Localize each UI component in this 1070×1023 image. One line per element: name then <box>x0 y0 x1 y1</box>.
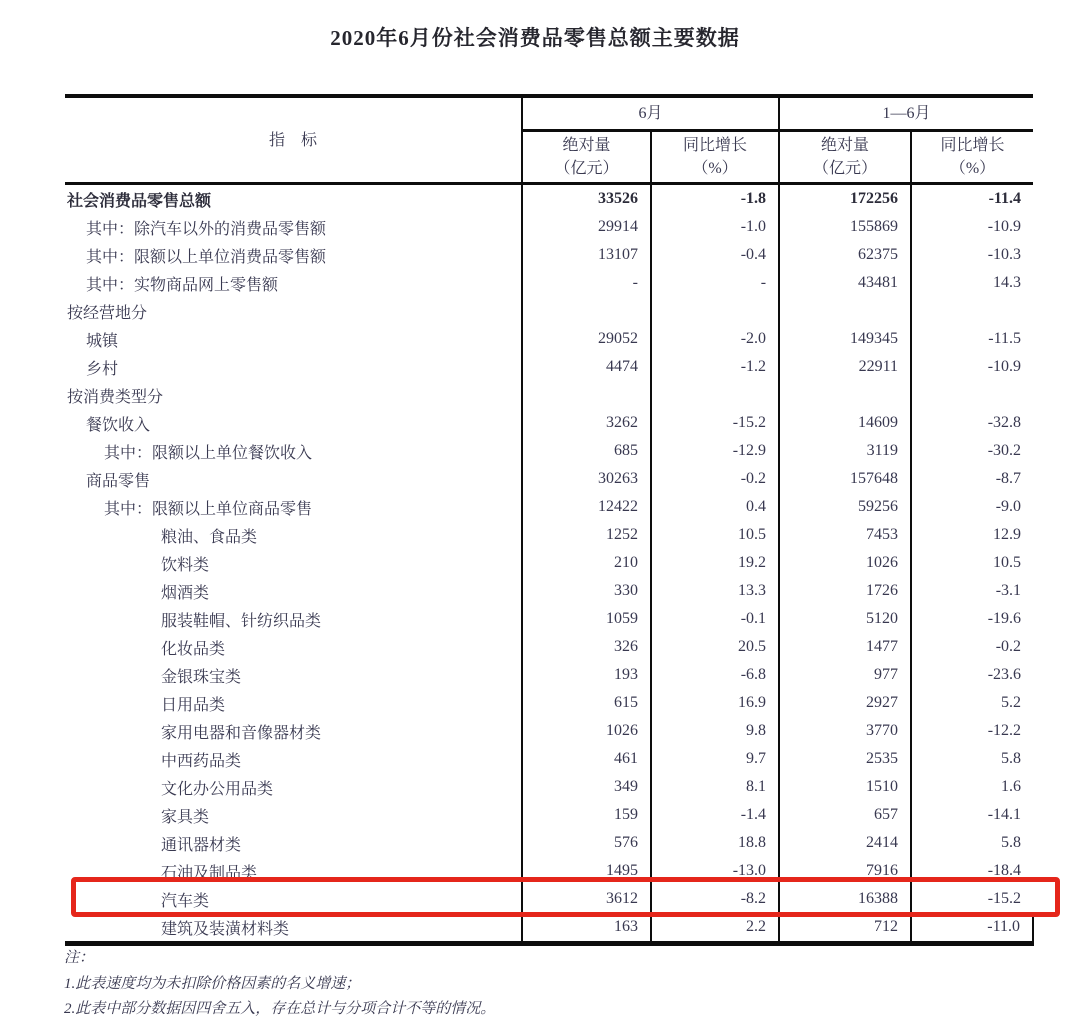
value-cell: 12422 <box>522 493 651 521</box>
row-label: 粮油、食品类 <box>161 528 258 546</box>
table-row <box>65 241 1033 269</box>
row-label: 乡村 <box>86 360 119 378</box>
value-cell: 16388 <box>779 885 911 913</box>
value-cell: -15.2 <box>651 409 779 437</box>
header-line: （%） <box>949 160 996 177</box>
table-row <box>65 493 1033 521</box>
table-row <box>65 633 1033 661</box>
value-cell: 5.8 <box>911 829 1033 857</box>
row-label: 汽车类 <box>161 892 210 910</box>
value-cell: 657 <box>779 801 911 829</box>
value-cell: 1252 <box>522 521 651 549</box>
value-cell <box>779 381 911 409</box>
value-cell: 4474 <box>522 353 651 381</box>
table-row <box>65 577 1033 605</box>
value-cell: -6.8 <box>651 661 779 689</box>
value-cell: 14.3 <box>911 269 1033 297</box>
value-cell: 3119 <box>779 437 911 465</box>
footnotes <box>64 946 495 1023</box>
value-cell: 13107 <box>522 241 651 269</box>
value-cell <box>651 297 779 325</box>
value-cell: -1.4 <box>651 801 779 829</box>
value-cell: -15.2 <box>911 885 1033 913</box>
value-cell: -32.8 <box>911 409 1033 437</box>
value-cell: 10.5 <box>911 549 1033 577</box>
value-cell: 9.7 <box>651 745 779 773</box>
value-cell: 3612 <box>522 885 651 913</box>
table-row <box>65 437 1033 465</box>
table-row <box>65 661 1033 689</box>
value-cell: 576 <box>522 829 651 857</box>
value-cell: 977 <box>779 661 911 689</box>
value-cell: 13.3 <box>651 577 779 605</box>
row-label: 其中：除汽车以外的消费品零售额 <box>86 220 327 238</box>
row-label: 通讯器材类 <box>161 836 242 854</box>
row-label: 文化办公用品类 <box>161 780 274 798</box>
value-cell: 615 <box>522 689 651 717</box>
value-cell <box>779 297 911 325</box>
row-label: 服装鞋帽、针纺织品类 <box>161 612 322 630</box>
header-line: 绝对量 <box>562 137 611 154</box>
table-row <box>65 465 1033 493</box>
table-row <box>65 605 1033 633</box>
header-line: 同比增长 <box>940 137 1005 154</box>
row-label: 家具类 <box>161 808 210 826</box>
value-cell: 349 <box>522 773 651 801</box>
value-cell: 1510 <box>779 773 911 801</box>
value-cell: -1.0 <box>651 213 779 241</box>
row-label: 其中：限额以上单位商品零售 <box>104 500 313 518</box>
row-label: 家用电器和音像器材类 <box>161 724 322 742</box>
value-cell: -11.5 <box>911 325 1033 353</box>
value-cell: -0.2 <box>651 465 779 493</box>
value-cell: 7916 <box>779 857 911 885</box>
value-cell: -30.2 <box>911 437 1033 465</box>
value-cell: 712 <box>779 913 911 944</box>
footnote-heading: 注： <box>64 950 95 966</box>
value-cell: 7453 <box>779 521 911 549</box>
value-cell: 1.6 <box>911 773 1033 801</box>
table-row <box>65 689 1033 717</box>
footnote-item: 2.此表中部分数据因四舍五入，存在总计与分项合计不等的情况。 <box>64 1001 496 1017</box>
table-row <box>65 801 1033 829</box>
value-cell: -1.2 <box>651 353 779 381</box>
value-cell: 5120 <box>779 605 911 633</box>
value-cell: -10.9 <box>911 353 1033 381</box>
value-cell: 14609 <box>779 409 911 437</box>
value-cell: -11.4 <box>911 184 1033 214</box>
value-cell: -10.3 <box>911 241 1033 269</box>
value-cell: 149345 <box>779 325 911 353</box>
value-cell: 10.5 <box>651 521 779 549</box>
value-cell: 12.9 <box>911 521 1033 549</box>
value-cell: 1026 <box>522 717 651 745</box>
value-cell: 1059 <box>522 605 651 633</box>
value-cell: -8.7 <box>911 465 1033 493</box>
row-label: 城镇 <box>86 332 119 350</box>
header-line: （%） <box>692 160 738 177</box>
value-cell: 29052 <box>522 325 651 353</box>
june-absolute-header <box>522 131 651 184</box>
value-cell: 2.2 <box>651 913 779 944</box>
value-cell: 5.8 <box>911 745 1033 773</box>
value-cell: -12.9 <box>651 437 779 465</box>
table-header <box>65 96 1033 184</box>
value-cell: -1.8 <box>651 184 779 214</box>
table-row <box>65 829 1033 857</box>
value-cell: -8.2 <box>651 885 779 913</box>
table-row <box>65 549 1033 577</box>
value-cell: 22911 <box>779 353 911 381</box>
value-cell <box>522 297 651 325</box>
row-label: 其中：实物商品网上零售额 <box>86 276 279 294</box>
value-cell: -10.9 <box>911 213 1033 241</box>
row-label: 石油及制品类 <box>161 864 258 882</box>
value-cell: 8.1 <box>651 773 779 801</box>
indicator-header-cell: 指 标 <box>65 96 522 184</box>
value-cell: 1495 <box>522 857 651 885</box>
value-cell: 19.2 <box>651 549 779 577</box>
value-cell: -3.1 <box>911 577 1033 605</box>
header-line: 同比增长 <box>683 137 748 154</box>
table-row <box>65 913 1033 944</box>
table-row <box>65 325 1033 353</box>
value-cell: -14.1 <box>911 801 1033 829</box>
value-cell: -9.0 <box>911 493 1033 521</box>
value-cell <box>911 381 1033 409</box>
row-label: 中西药品类 <box>161 752 242 770</box>
table-row <box>65 269 1033 297</box>
row-label: 建筑及装潢材料类 <box>161 920 290 938</box>
value-cell: 159 <box>522 801 651 829</box>
header-line: （亿元） <box>554 160 619 177</box>
row-label: 日用品类 <box>161 696 226 714</box>
table-row <box>65 409 1033 437</box>
table-row <box>65 184 1033 214</box>
value-cell: 20.5 <box>651 633 779 661</box>
value-cell: 1026 <box>779 549 911 577</box>
value-cell: 59256 <box>779 493 911 521</box>
data-table <box>65 94 1034 946</box>
value-cell: 9.8 <box>651 717 779 745</box>
value-cell <box>911 297 1033 325</box>
value-cell: - <box>651 269 779 297</box>
header-line: （亿元） <box>813 160 878 177</box>
table-row <box>65 745 1033 773</box>
value-cell: 2414 <box>779 829 911 857</box>
table-row <box>65 297 1033 325</box>
value-cell: 1726 <box>779 577 911 605</box>
value-cell: 326 <box>522 633 651 661</box>
value-cell: -0.1 <box>651 605 779 633</box>
value-cell: 157648 <box>779 465 911 493</box>
table-row <box>65 717 1033 745</box>
table-row-highlighted <box>65 885 1033 913</box>
table-row <box>65 381 1033 409</box>
header-group-row <box>65 96 1033 131</box>
jan-june-yoy-header <box>911 131 1033 184</box>
table-body <box>65 184 1033 944</box>
table-row <box>65 857 1033 885</box>
value-cell: 16.9 <box>651 689 779 717</box>
row-label: 化妆品类 <box>161 640 226 658</box>
value-cell: 0.4 <box>651 493 779 521</box>
value-cell: -19.6 <box>911 605 1033 633</box>
jan-june-group-header: 1—6月 <box>779 96 1033 131</box>
value-cell: -12.2 <box>911 717 1033 745</box>
value-cell: 5.2 <box>911 689 1033 717</box>
jan-june-absolute-header <box>779 131 911 184</box>
value-cell: 29914 <box>522 213 651 241</box>
row-label: 按经营地分 <box>67 304 148 322</box>
value-cell: 43481 <box>779 269 911 297</box>
page-title: 2020年6月份社会消费品零售总额主要数据 <box>330 26 740 50</box>
value-cell: -13.0 <box>651 857 779 885</box>
row-label: 社会消费品零售总额 <box>67 192 212 210</box>
header-line: 绝对量 <box>821 137 870 154</box>
value-cell: 155869 <box>779 213 911 241</box>
value-cell: 685 <box>522 437 651 465</box>
value-cell: -11.0 <box>911 913 1033 944</box>
table-row <box>65 521 1033 549</box>
row-label: 其中：限额以上单位消费品零售额 <box>86 248 327 266</box>
value-cell: -18.4 <box>911 857 1033 885</box>
table-row <box>65 353 1033 381</box>
value-cell: 30263 <box>522 465 651 493</box>
value-cell: 3770 <box>779 717 911 745</box>
row-label: 餐饮收入 <box>86 416 151 434</box>
row-label: 金银珠宝类 <box>161 668 242 686</box>
value-cell: 62375 <box>779 241 911 269</box>
value-cell: 3262 <box>522 409 651 437</box>
table-row <box>65 213 1033 241</box>
value-cell: 18.8 <box>651 829 779 857</box>
value-cell: 2927 <box>779 689 911 717</box>
value-cell: 210 <box>522 549 651 577</box>
value-cell: 172256 <box>779 184 911 214</box>
value-cell: 461 <box>522 745 651 773</box>
value-cell: 163 <box>522 913 651 944</box>
value-cell: 330 <box>522 577 651 605</box>
value-cell: 2535 <box>779 745 911 773</box>
footnote-item: 1.此表速度均为未扣除价格因素的名义增速； <box>64 975 361 992</box>
table-row <box>65 773 1033 801</box>
row-label: 烟酒类 <box>161 584 210 602</box>
value-cell: - <box>522 269 651 297</box>
row-label: 饮料类 <box>161 556 210 574</box>
value-cell: -0.4 <box>651 241 779 269</box>
value-cell <box>651 381 779 409</box>
value-cell: 33526 <box>522 184 651 214</box>
row-label: 商品零售 <box>86 472 151 490</box>
value-cell: -0.2 <box>911 633 1033 661</box>
value-cell <box>522 381 651 409</box>
row-label: 其中：限额以上单位餐饮收入 <box>104 444 313 462</box>
row-label: 按消费类型分 <box>67 388 164 406</box>
value-cell: 193 <box>522 661 651 689</box>
june-yoy-header <box>651 131 779 184</box>
value-cell: -2.0 <box>651 325 779 353</box>
value-cell: 1477 <box>779 633 911 661</box>
june-group-header: 6月 <box>522 96 779 131</box>
value-cell: -23.6 <box>911 661 1033 689</box>
